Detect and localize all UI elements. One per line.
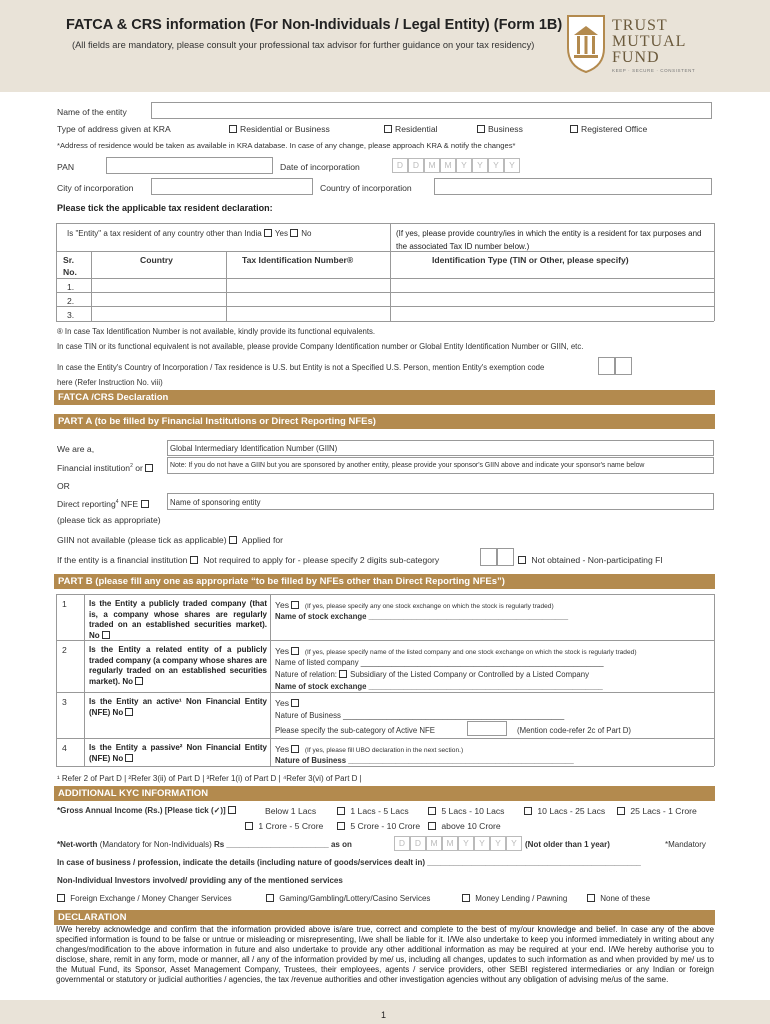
service-label: Gaming/Gambling/Lottery/Casino Services [279, 894, 431, 903]
nature-of-relation [275, 670, 589, 679]
table-line [390, 223, 391, 321]
question-passive-nfe [89, 743, 267, 764]
table-line [226, 251, 227, 321]
table-line [91, 251, 92, 321]
nature-of-business-line: Nature of Business ___________________________________________________ [275, 711, 565, 720]
city-label: City of incorporation [57, 183, 134, 193]
col-sr: Sr. [63, 255, 74, 265]
giin-na-text: GIIN not available (please tick as applicable) [57, 535, 227, 545]
entity-name-label: Name of the entity [57, 107, 127, 117]
logo-word-trust: TRUST [612, 17, 668, 34]
checkbox[interactable] [384, 125, 392, 133]
income-label: 1 Crore - 5 Crore [258, 821, 324, 831]
service-option[interactable] [462, 894, 567, 903]
sub-category-box[interactable] [480, 548, 497, 566]
doi-label: Date of incorporation [280, 162, 360, 172]
exemption-code-box[interactable] [598, 357, 615, 375]
question-text: Is the Entity a passive² Non Financial Entity (NFE) No [89, 743, 267, 763]
income-label: above 10 Crore [441, 821, 501, 831]
direct-reporting-nfe-option[interactable] [57, 499, 152, 509]
financial-institution-option[interactable] [57, 463, 156, 473]
we-are-label: We are a, [57, 444, 95, 454]
date-char-box[interactable]: D [392, 158, 408, 173]
net-worth-age-note: (Not older than 1 year) [525, 840, 610, 849]
date-char-box[interactable]: Y [472, 158, 488, 173]
stock-exchange-line: Name of stock exchange ______________________________________________________ [275, 682, 603, 691]
or-separator: OR [57, 481, 70, 491]
tick-note: (please tick as appropriate) [57, 515, 161, 525]
relation-label: Nature of relation: [275, 670, 337, 679]
table-line [56, 692, 714, 693]
question-text: Is the Entity a related entity of a publicly traded company (a company whose shares are regularly traded on an established securities market). No [89, 645, 267, 686]
date-char-box[interactable]: D [408, 158, 424, 173]
country-field[interactable] [434, 178, 712, 195]
col-country: Country [140, 255, 173, 265]
not-obtained-checkbox[interactable] [518, 556, 526, 564]
income-option[interactable]: Below 1 Lacs [265, 806, 317, 816]
table-line [714, 223, 715, 321]
income-option[interactable] [337, 821, 420, 831]
mandatory-note: *Mandatory [665, 840, 706, 849]
active-nfe-code-note: (Mention code-refer 2c of Part D) [517, 726, 631, 735]
row-number: 2. [67, 296, 75, 306]
question-text: Is the Entity an active¹ Non Financial Entity (NFE) No [89, 697, 267, 717]
address-note: *Address of residence would be taken as available in KRA database. In case of any change, please approach KRA & notify the changes* [57, 141, 516, 150]
tin-note [57, 327, 375, 336]
option-label: Registered Office [581, 124, 648, 134]
income-option[interactable] [524, 806, 605, 816]
income-label: 5 Crore - 10 Crore [350, 821, 421, 831]
no-checkbox[interactable] [290, 229, 298, 237]
business-details-line: In case of business / profession, indicate the details (including nature of goods/services dealt in) ________________________________________________ [57, 858, 641, 867]
date-char-box[interactable]: Y [490, 836, 506, 851]
date-char-box[interactable]: D [394, 836, 410, 851]
option-label: Residential or Business [240, 124, 330, 134]
service-label: None of these [600, 894, 651, 903]
declaration-text: I/We hereby acknowledge and confirm that the information provided above is/are true, correct and complete to the best of my/our knowledge and belief. In case any of the above specified information is found to be false or untrue or misleading or misrepresenting, I/we shall be liable for it. I/We also undertake to keep you informed immediately in writing about any changes/modification to the above information in future and also undertake to provide any other additional information as may be required at your end. I/We hereby authorise you to disclose, share, remit in any form, mode or manner, all / any of the information provided by me/ us, including all changes, updates to such information as and when provided by me/ us to the Mutual Fund, its Sponsor, Asset Management Company, Trustees, their employees, agents / service providers, other SEBI registered intermediaries or any Indian or foreign governmental or statutory or judicial authorities / agencies, the tax /revenue authorities and other investigation agencies without any obligation of advising me/us of the same. [56, 925, 714, 984]
option-residential-business[interactable] [229, 124, 330, 134]
no-label: No [301, 229, 312, 238]
col-id-type: Identification Type (TIN or Other, please specify) [432, 255, 629, 265]
table-line [56, 223, 57, 321]
date-char-box[interactable]: Y [488, 158, 504, 173]
income-option[interactable] [617, 806, 697, 816]
or-text: or [135, 463, 143, 473]
table-line [714, 594, 715, 766]
service-option[interactable] [587, 894, 650, 903]
exemption-note: In case the Entity's Country of Incorporation / Tax residence is U.S. but Entity is not a Specified U.S. Person, mention Entity's exemption code [57, 363, 545, 372]
header-band [0, 0, 770, 92]
fi-label: Financial institution [57, 463, 131, 473]
net-worth-label [57, 840, 352, 849]
checkbox[interactable] [337, 807, 345, 815]
giin-label: Global Intermediary Identification Number (GIIN) [170, 444, 338, 453]
checkbox[interactable] [524, 807, 532, 815]
checkbox[interactable] [245, 822, 253, 830]
question-publicly-traded [89, 599, 267, 641]
address-type-label: Type of address given at KRA [57, 124, 171, 134]
nfe-label: NFE [120, 499, 139, 509]
gross-income-label [57, 806, 239, 815]
yes-checkbox[interactable] [291, 601, 299, 609]
checkbox[interactable] [477, 125, 485, 133]
no-checkbox[interactable] [125, 708, 133, 716]
direct-nfe-checkbox[interactable] [141, 500, 149, 508]
not-required-checkbox[interactable] [190, 556, 198, 564]
table-line [56, 594, 57, 766]
yes-checkbox[interactable] [264, 229, 272, 237]
col-no: No. [63, 267, 77, 277]
option-label: Business [488, 124, 523, 134]
row-number: 1 [62, 599, 67, 609]
checkbox[interactable] [462, 894, 470, 902]
table-line [56, 766, 714, 767]
income-label: 25 Lacs - 1 Crore [630, 806, 697, 816]
not-required-label: Not required to apply for - please specify 2 digits sub-category [203, 555, 440, 565]
tin-note-text: In case Tax Identification Number is not available, kindly provide its functional equivalents. [64, 327, 376, 336]
table-line [270, 594, 271, 766]
question-text: Is "Entity" a tax resident of any country other than India [67, 229, 262, 238]
row-number: 4 [62, 743, 67, 753]
part-b-bar: PART B (please fill any one as appropriate “to be filled by NFEs other than Direct Reporting NFEs”) [54, 574, 715, 589]
exemption-instruction: here (Refer Instruction No. viii) [57, 378, 163, 387]
sponsoring-entity-label: Name of sponsoring entity [170, 498, 261, 507]
fi-superscript: 2 [130, 463, 133, 470]
service-label: Foreign Exchange / Money Changer Services [70, 894, 232, 903]
declaration-bar: DECLARATION [54, 910, 715, 925]
income-label-text: *Gross Annual Income (Rs.) [Please tick (✓)] [57, 806, 226, 815]
nature-of-business-line: Nature of Business ____________________________________________________ [275, 756, 574, 765]
if-fi-text: If the entity is a financial institution [57, 555, 188, 565]
row-number: 3 [62, 697, 67, 707]
income-option[interactable] [428, 806, 504, 816]
question-active-nfe [89, 697, 267, 718]
service-option[interactable] [57, 894, 232, 903]
checkbox[interactable] [617, 807, 625, 815]
applied-checkbox[interactable] [229, 536, 237, 544]
if-fi-label [57, 555, 439, 565]
yes-option[interactable] [275, 698, 302, 708]
income-option[interactable] [245, 821, 323, 831]
active-nfe-subcategory-label: Please specify the sub-category of Active NFE [275, 726, 435, 735]
date-char-box[interactable]: Y [458, 836, 474, 851]
option-label: Residential [395, 124, 438, 134]
income-label: 5 Lacs - 10 Lacs [441, 806, 505, 816]
checkbox[interactable] [266, 894, 274, 902]
shield-logo-icon [566, 14, 606, 74]
city-field[interactable] [151, 178, 313, 195]
stock-exchange-line: Name of stock exchange ______________________________________________ [275, 612, 569, 621]
table-line [56, 738, 714, 739]
checkbox[interactable] [228, 806, 236, 814]
date-char-box[interactable]: Y [504, 158, 520, 173]
entity-name-field[interactable] [151, 102, 712, 119]
logo-tagline: KEEP · SECURE · CONSISTENT [612, 68, 696, 73]
net-worth-text: *Net-worth [57, 840, 98, 849]
listed-company-line: Name of listed company ________________________________________________________ [275, 658, 604, 667]
form-title: FATCA & CRS information (For Non-Individuals / Legal Entity) (Form 1B) [66, 17, 563, 33]
direct-superscript: 4 [115, 499, 119, 506]
row-number: 3. [67, 310, 75, 320]
checkbox[interactable] [57, 894, 65, 902]
checkbox[interactable] [337, 822, 345, 830]
date-char-box[interactable]: Y [456, 158, 472, 173]
date-char-box[interactable]: M [440, 158, 456, 173]
checkbox[interactable] [428, 807, 436, 815]
logo-word-fund: FUND [612, 49, 660, 66]
form-subtitle: (All fields are mandatory, please consult your professional tax advisor for further guidance on your tax residency) [72, 40, 535, 50]
col-tin: Tax Identification Number® [242, 255, 354, 265]
option-business[interactable] [477, 124, 523, 134]
income-label: 10 Lacs - 25 Lacs [537, 806, 606, 816]
subsidiary-label: Subsidiary of the Listed Company [350, 670, 467, 679]
active-nfe-code-field[interactable] [467, 721, 507, 736]
date-char-box[interactable]: Y [474, 836, 490, 851]
no-checkbox[interactable] [135, 677, 143, 685]
row-number: 2 [62, 645, 67, 655]
date-char-box[interactable]: M [424, 158, 440, 173]
date-char-box[interactable]: D [410, 836, 426, 851]
tax-residency-heading: Please tick the applicable tax resident declaration: [57, 203, 273, 213]
net-worth-rs: Rs _______________________ as on [213, 840, 352, 849]
income-option[interactable] [428, 821, 501, 831]
question-related-entity [89, 645, 267, 687]
pan-label: PAN [57, 162, 75, 172]
checkbox[interactable] [428, 822, 436, 830]
income-label: 1 Lacs - 5 Lacs [350, 806, 409, 816]
no-checkbox[interactable] [125, 754, 133, 762]
if-yes-note: (If yes, please provide country/ies in which the entity is a resident for tax purposes and the associated Tax ID number below.) [396, 229, 702, 251]
income-option[interactable] [337, 806, 409, 816]
applied-label: Applied for [241, 535, 283, 545]
yes-note: (If yes, please fill UBO declaration in the next section.) [304, 747, 464, 754]
checkbox[interactable] [587, 894, 595, 902]
fatca-declaration-bar: FATCA /CRS Declaration [54, 390, 715, 405]
page-number: 1 [381, 1010, 387, 1020]
row-number: 1. [67, 282, 75, 292]
service-option[interactable] [266, 894, 430, 903]
giin-note: Note: If you do not have a GIIN but you are sponsored by another entity, please provide your sponsor's GIIN above and indicate your sponsor's name below [170, 462, 645, 469]
table-line [56, 594, 714, 595]
net-worth-mandatory: (Mandatory for Non-Individuals) [99, 840, 212, 849]
additional-kyc-bar: ADDITIONAL KYC INFORMATION [54, 786, 715, 801]
yes-label: Yes [275, 646, 290, 656]
pan-field[interactable] [106, 157, 273, 174]
yes-option[interactable] [275, 600, 554, 610]
question-text: Is the Entity a publicly traded company (that is, a company whose shares are regularly traded on an established securities market). No [89, 599, 267, 640]
table-line [56, 292, 714, 293]
service-label: Money Lending / Pawning [475, 894, 568, 903]
table-line [56, 278, 714, 279]
yes-note: (If yes, please specify any one stock exchange on which the stock is regularly traded) [304, 603, 554, 610]
exemption-code-box[interactable] [615, 357, 632, 375]
table-line [84, 594, 85, 766]
yes-label: Yes [275, 744, 290, 754]
date-char-box[interactable]: M [426, 836, 442, 851]
non-individual-label: Non-Individual Investors involved/ providing any of the mentioned services [57, 876, 343, 885]
tax-resident-question [67, 229, 311, 238]
tin-alt-note: In case TIN or its functional equivalent is not available, please provide Company Identification number or Global Entity Identification Number or GIIN, etc. [57, 342, 584, 351]
part-a-bar: PART A (to be filled by Financial Institutions or Direct Reporting NFEs) [54, 414, 715, 429]
option-registered-office[interactable] [570, 124, 647, 134]
yes-checkbox[interactable] [291, 745, 299, 753]
yes-option[interactable] [275, 646, 637, 656]
footer-band [0, 1000, 770, 1024]
footnote-references: ¹ Refer 2 of Part D | ²Refer 3(ii) of Part D | ³Refer 1(i) of Part D | ⁴Refer 3(vi) of Part D | [57, 774, 362, 783]
table-line [56, 321, 714, 322]
subsidiary-checkbox[interactable] [339, 670, 347, 678]
sub-category-box[interactable] [497, 548, 514, 566]
fi-checkbox[interactable] [145, 464, 153, 472]
no-checkbox[interactable] [102, 631, 110, 639]
yes-checkbox[interactable] [291, 699, 299, 707]
yes-option[interactable] [275, 744, 463, 754]
not-obtained-label: Not obtained - Non-participating FI [531, 555, 663, 565]
note-symbol: ® [57, 327, 63, 336]
table-line [56, 223, 714, 224]
not-obtained-option[interactable] [518, 555, 663, 565]
yes-label: Yes [275, 600, 290, 610]
logo [566, 14, 716, 78]
yes-checkbox[interactable] [291, 647, 299, 655]
checkbox[interactable] [229, 125, 237, 133]
table-line [56, 306, 714, 307]
yes-label: Yes [274, 229, 288, 238]
yes-label: Yes [275, 698, 290, 708]
direct-label: Direct reporting [57, 499, 116, 509]
controlled-label: or Controlled by a Listed Company [468, 670, 589, 679]
yes-note: (If yes, please specify name of the listed company and one stock exchange on which the stock is regularly traded) [304, 649, 637, 656]
giin-na-label [57, 535, 283, 545]
date-char-box[interactable]: M [442, 836, 458, 851]
logo-word-mutual: MUTUAL [612, 33, 687, 50]
date-char-box[interactable]: Y [506, 836, 522, 851]
option-residential[interactable] [384, 124, 438, 134]
country-label: Country of incorporation [320, 183, 412, 193]
checkbox[interactable] [570, 125, 578, 133]
